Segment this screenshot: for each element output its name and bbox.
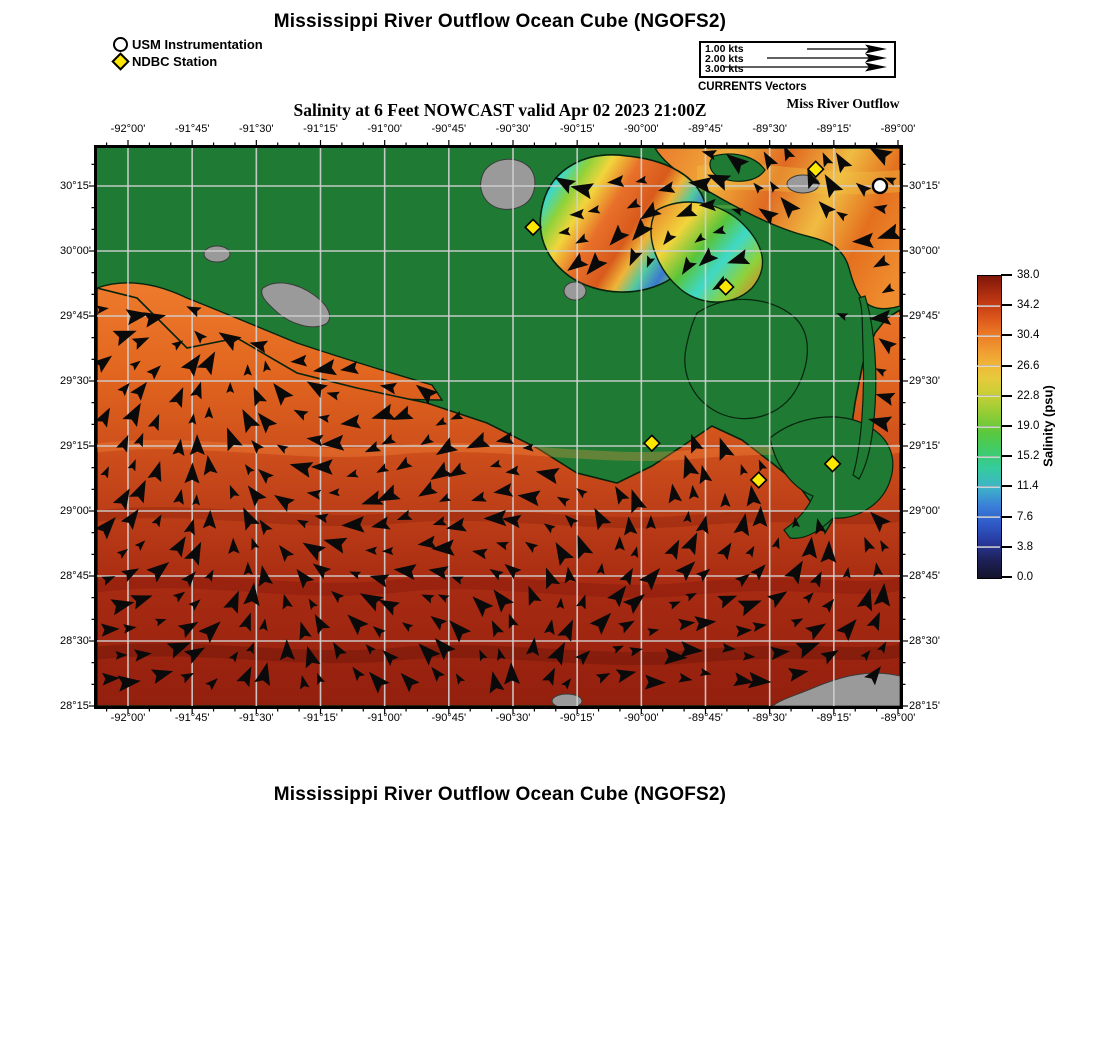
x-tick-label-top: -90°30' (495, 123, 531, 135)
x-tick-label-top: -89°15' (816, 123, 852, 135)
colorbar-tick (1001, 365, 1012, 367)
colorbar-tick-label: 34.2 (1017, 299, 1040, 312)
y-tick-label-right: 28°30' (909, 635, 940, 647)
marker-legend (113, 36, 263, 70)
x-tick-label-top: -90°45' (431, 123, 467, 135)
colorbar-tick-label: 7.6 (1017, 510, 1033, 523)
colorbar-tick (1001, 334, 1012, 336)
y-tick-label-left: 29°15' (60, 440, 91, 452)
colorbar-tick (1001, 576, 1012, 578)
colorbar-tick (1001, 274, 1012, 276)
plot-subtitle: Salinity at 6 Feet NOWCAST valid Apr 02 2023 21:00Z (293, 100, 707, 120)
colorbar-tick (1001, 485, 1012, 487)
y-tick-label-left: 29°45' (60, 310, 91, 322)
y-tick-label-right: 28°15' (909, 700, 940, 712)
y-tick-label-left: 28°30' (60, 635, 91, 647)
x-tick-label-top: -91°00' (367, 123, 402, 135)
usm-circle-icon (113, 37, 128, 52)
colorbar-tick-label: 3.8 (1017, 540, 1033, 553)
colorbar-separator (977, 546, 1000, 548)
x-tick-label-top: -91°15' (303, 123, 338, 135)
usm-instrumentation-marker (873, 179, 887, 193)
y-tick-label-right: 29°45' (909, 310, 940, 322)
colorbar-separator (977, 305, 1000, 307)
y-tick-label-left: 30°00' (60, 245, 91, 257)
x-tick-label-top: -89°30' (752, 123, 787, 135)
colorbar-tick-label: 30.4 (1017, 329, 1040, 342)
colorbar-tick-label: 19.0 (1017, 420, 1040, 432)
y-tick-label-left: 30°15' (60, 180, 91, 192)
x-tick-label-top: -91°30' (239, 123, 274, 135)
x-tick-label-top: -90°00' (624, 123, 659, 135)
x-tick-label-bottom: -91°15' (303, 712, 338, 724)
y-tick-label-left: 28°45' (60, 570, 91, 582)
colorbar-separator (977, 335, 1000, 337)
colorbar-separator (977, 395, 1000, 397)
colorbar-tick (1001, 546, 1012, 548)
currents-row-2: 2.00 kts (705, 53, 744, 65)
x-tick-label-bottom: -89°00' (880, 712, 916, 724)
x-tick-label-bottom: -90°00' (624, 712, 659, 724)
x-tick-label-top: -92°00' (110, 123, 146, 135)
colorbar-tick-label: 38.0 (1017, 269, 1040, 281)
currents-row-3: 3.00 kts (705, 63, 744, 75)
colorbar-tick-label: 11.4 (1017, 480, 1039, 493)
y-tick-label-left: 29°30' (60, 375, 91, 387)
x-tick-label-top: -89°45' (688, 123, 723, 135)
colorbar-tick (1001, 455, 1012, 457)
y-tick-label-right: 28°45' (909, 570, 940, 582)
x-tick-label-bottom: -89°45' (688, 712, 723, 724)
colorbar-tick (1001, 304, 1012, 306)
y-tick-label-left: 29°00' (60, 505, 91, 517)
x-tick-label-top: -90°15' (559, 123, 595, 135)
x-tick-label-bottom: -89°30' (752, 712, 787, 724)
colorbar-tick-label: 15.2 (1017, 450, 1040, 463)
colorbar-separator (977, 365, 1000, 367)
colorbar-tick (1001, 395, 1012, 397)
y-tick-label-right: 30°00' (909, 245, 940, 257)
x-tick-label-bottom: -90°15' (559, 712, 595, 724)
legend-ndbc-label: NDBC Station (132, 54, 218, 69)
x-tick-label-top: -91°45' (174, 123, 210, 135)
colorbar-tick-label: 0.0 (1017, 571, 1033, 583)
currents-legend-box (699, 41, 896, 78)
x-tick-label-top: -89°00' (880, 123, 916, 135)
y-tick-label-right: 29°15' (909, 440, 940, 452)
x-tick-label-bottom: -89°15' (816, 712, 852, 724)
legend-row-usm (113, 36, 263, 53)
colorbar-title: Salinity (psu) (1040, 385, 1056, 467)
colorbar-separator (977, 456, 1000, 458)
ndbc-diamond-icon (111, 52, 129, 70)
x-tick-label-bottom: -91°00' (367, 712, 402, 724)
y-tick-label-left: 28°15' (60, 700, 91, 712)
colorbar-tick (1001, 425, 1012, 427)
colorbar-separator (977, 486, 1000, 488)
currents-arrows-icon (701, 43, 890, 73)
map-plot-area (94, 145, 903, 709)
x-tick-label-bottom: -91°45' (174, 712, 210, 724)
bottom-title: Mississippi River Outflow Ocean Cube (NGOFS2) (273, 784, 727, 805)
page-title: Mississippi River Outflow Ocean Cube (NGOFS2) (273, 11, 727, 32)
colorbar-separator (977, 426, 1000, 428)
colorbar-separator (977, 516, 1000, 518)
salinity-map (97, 148, 900, 706)
currents-legend-caption: CURRENTS Vectors (698, 81, 807, 93)
x-tick-label-bottom: -90°30' (495, 712, 531, 724)
legend-row-ndbc (113, 53, 263, 70)
colorbar-tick-label: 26.6 (1017, 359, 1040, 372)
x-tick-label-bottom: -91°30' (239, 712, 274, 724)
y-tick-label-right: 30°15' (909, 180, 940, 192)
colorbar-tick (1001, 516, 1012, 518)
legend-usm-label: USM Instrumentation (132, 37, 263, 52)
x-tick-label-bottom: -90°45' (431, 712, 467, 724)
miss-river-outflow-annotation: Miss River Outflow (786, 96, 900, 111)
currents-row-1: 1.00 kts (705, 43, 744, 55)
y-tick-label-right: 29°30' (909, 375, 940, 387)
colorbar-tick-label: 22.8 (1017, 389, 1040, 402)
y-tick-label-right: 29°00' (909, 505, 940, 517)
x-tick-label-bottom: -92°00' (110, 712, 146, 724)
